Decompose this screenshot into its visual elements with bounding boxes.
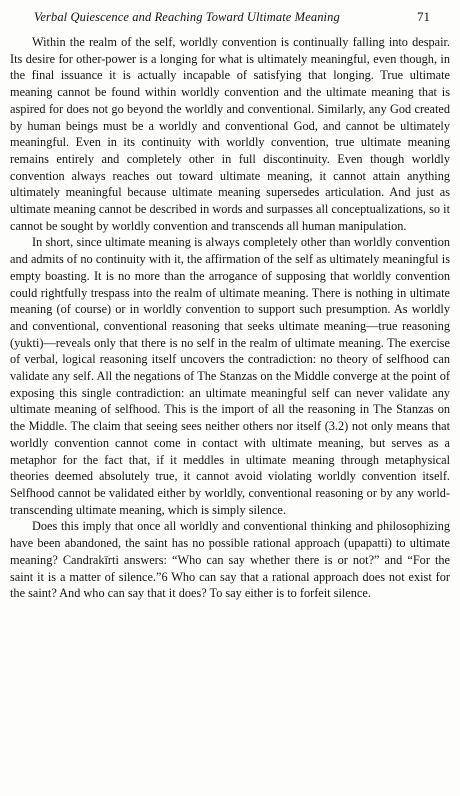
body-text [10, 34, 450, 602]
paragraph: Does this imply that once all worldly and conventional thinking and philosophizing have been abandoned, the saint has no possible rational approach (upapatti) to ultimate meaning? Candrakīrti answers: “Who can say whether there is or not?” and “For the saint it is a matter of silence.”6 Who can say that a rational approach does not exist for the saint? And who can say that it does? To say either is to forfeit silence. [10, 519, 450, 601]
page-number: 71 [417, 9, 430, 24]
page-header [10, 6, 450, 28]
paragraph: Within the realm of the self, worldly convention is continually falling into despair. Its desire for other-power is a longing for what is ultimately meaningful, even though, in the final issuance it is actually incapable of satisfying that longing. True ultimate meaning cannot be found within worldly convention and the ultimate meaning that is aspired for does not go beyond the worldly and conventional. Similarly, any God created by human beings must be a worldly and conventional God, and cannot be ultimately meaningful. Even in its continuity with worldly convention, true ultimate meaning remains entirely and completely other in full discontinuity. Even though worldly convention always reaches out toward ultimate meaning, it cannot attain anything ultimately meaningful because ultimate meaning supersedes articulation. And just as ultimate meaning cannot be described in words and surpasses all conceptualizations, so it cannot be sought by worldly convention and transcends all human manipulation. [10, 35, 450, 233]
running-title: Verbal Quiescence and Reaching Toward Ultimate Meaning [34, 10, 340, 24]
paragraph: In short, since ultimate meaning is always completely other than worldly convention and admits of no continuity with it, the affirmation of the self as ultimately meaningful is empty boasting. It is no more than the arrogance of supposing that worldly convention could rightfully trespass into the realm of ultimate meaning. There is nothing in ultimate meaning (of course) or in worldly convention to support such presumption. As worldly and conventional, conventional reasoning that seeks ultimate meaning—true reasoning (yukti)—reveals only that there is no self in the realm of ultimate meaning. The exercise of verbal, logical reasoning itself uncovers the contradiction: no theory of selfhood can validate any self. All the negations of The Stanzas on the Middle converge at the point of exposing this single contradiction: an ultimate meaningful self can never validate any ultimate meaning of selfhood. This is the import of all the reasoning in The Stanzas on the Middle. The claim that seeing sees neither others nor itself (3.2) not only means that worldly convention cannot come in contact with ultimate meaning, but serves as a metaphor for the fact that, if it meddles in ultimate meaning through metaphysical theories deemed absolutely true, it cannot avoid violating worldly convention itself. Selfhood cannot be validated either by worldly, conventional reasoning or by any world-transcending ultimate meaning, which is simply silence. [10, 235, 450, 517]
